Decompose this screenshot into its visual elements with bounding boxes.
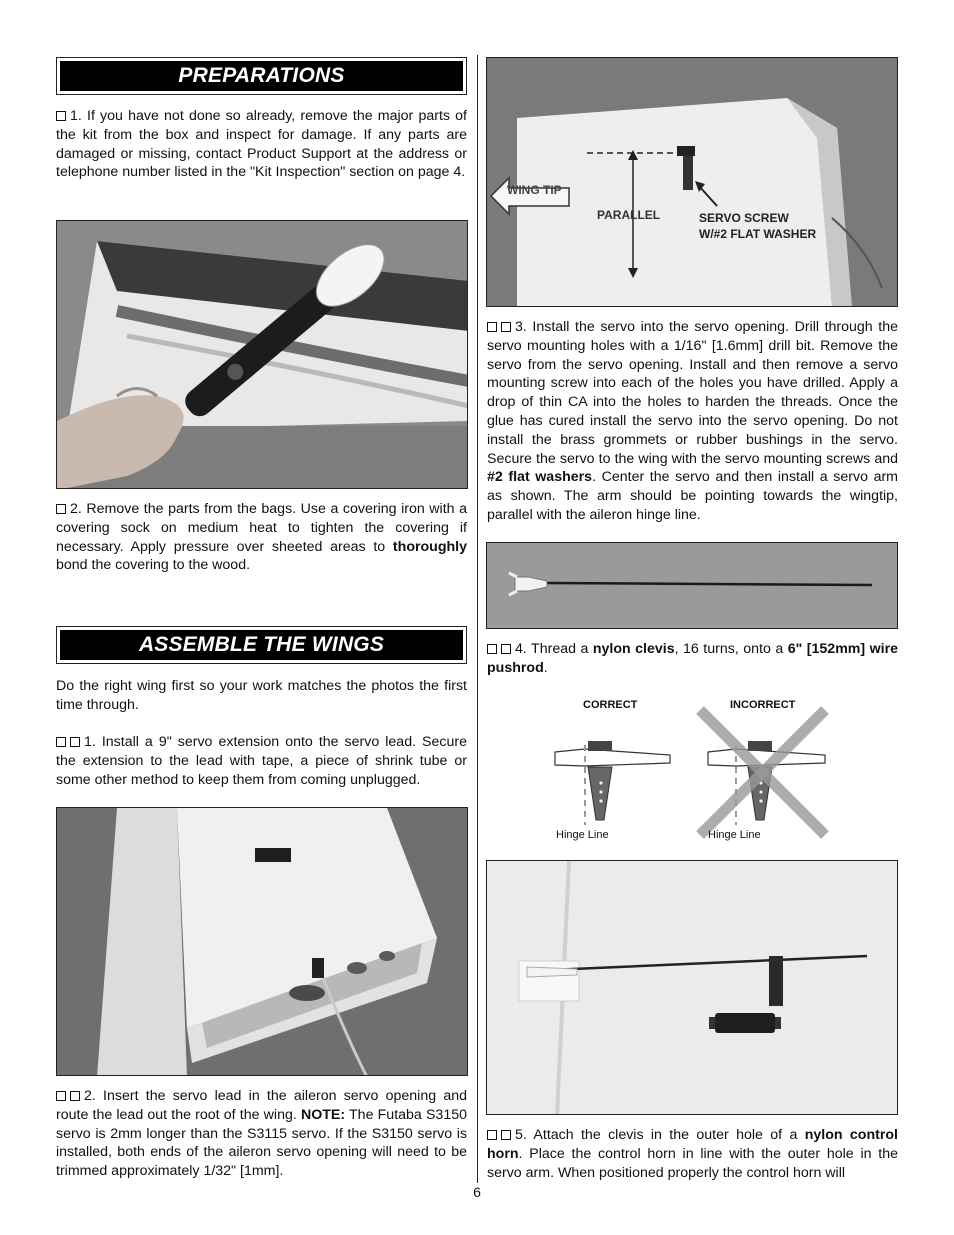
correct-horn-figure [555,741,670,825]
checkbox-icon[interactable] [501,1130,511,1140]
checkbox-icon[interactable] [70,1091,80,1101]
checkbox-icon[interactable] [501,644,511,654]
checkbox-icon[interactable] [56,504,66,514]
section-header-preparations [56,57,467,95]
checkbox-icon[interactable] [487,644,497,654]
section-header-assemble [56,626,467,664]
section-title: ASSEMBLE THE WINGS [60,630,463,660]
wings-step-1: 1. Install a 9" servo extension onto the servo lead. Secure the extension to the lead with tape, a piece of shrink tube or some other method to keep them from coming unplugged. [56,734,467,788]
label-wing-tip: WING TIP [507,183,562,197]
prep-step-2: 2. Remove the parts from the bags. Use a covering iron with a covering sock on medium heat to tighten the covering if necessary. Apply pressure over sheeted areas to thoroughly bond the covering to the wood. [56,501,467,574]
page-number: 6 [473,1184,481,1200]
label-parallel: PARALLEL [597,208,661,222]
section-title: PREPARATIONS [60,61,463,91]
hinge-diagram [540,695,840,845]
wings-step-3: 3. Install the servo into the servo opening. Drill through the servo mounting holes with a 1/16" [1.6mm] drill bit. Remove the servo from the servo opening. Install and then remove a servo mounting screw into each of the holes you have drilled. Apply a drop of thin CA into the holes to harden the threads. Once the glue has cured install the servo into the servo opening. Do not install the brass grommets or rubber bushings in the servo. Secure the servo to the wing with the servo mounting screws and #2 flat washers. Center the servo and then install a servo arm as shown. The arm should be pointing towards the wingtip, parallel with the aileron hinge line. [487,319,898,523]
photo-pushrod [486,542,898,629]
label-correct: CORRECT [583,699,638,711]
label-incorrect: INCORRECT [730,699,796,711]
checkbox-icon[interactable] [56,1091,66,1101]
checkbox-icon[interactable] [56,111,66,121]
checkbox-icon[interactable] [487,322,497,332]
photo-covering-iron [56,220,468,489]
prep-step-1: 1. If you have not done so already, remove the major parts of the kit from the box and inspect for damage. If any parts are damaged or missing, contact Product Support at the address or telephone number listed in the "Kit Inspection" section on page 4. [56,108,467,181]
photo-servo-parallel [486,57,898,307]
wings-step-5: 5. Attach the clevis in the outer hole of a nylon control horn. Place the control horn in line with the outer hole in the servo arm. When positioned properly the control horn will [487,1127,898,1181]
photo-control-horn [486,860,898,1115]
photo-wing-servo-opening [56,807,468,1076]
wings-intro: Do the right wing first so your work matches the photos the first time through. [56,678,467,713]
label-servo-screw: SERVO SCREW W/#2 FLAT WASHER [699,211,817,241]
checkbox-icon[interactable] [70,737,80,747]
label-hinge-line-incorrect: Hinge Line [708,829,761,841]
label-hinge-line-correct: Hinge Line [556,829,609,841]
wings-step-4: 4. Thread a nylon clevis, 16 turns, onto a 6" [152mm] wire pushrod. [487,641,899,676]
checkbox-icon[interactable] [56,737,66,747]
checkbox-icon[interactable] [501,322,511,332]
checkbox-icon[interactable] [487,1130,497,1140]
incorrect-horn-figure [700,710,825,835]
column-divider [477,55,478,1183]
wings-step-2: 2. Insert the servo lead in the aileron servo opening and route the lead out the root of the wing. NOTE: The Futaba S3150 servo is 2mm longer than the S3115 servo. If the S3150 servo is installed, both ends of the aileron servo opening will need to be trimmed approximately 1/32" [1mm]. [56,1088,467,1180]
